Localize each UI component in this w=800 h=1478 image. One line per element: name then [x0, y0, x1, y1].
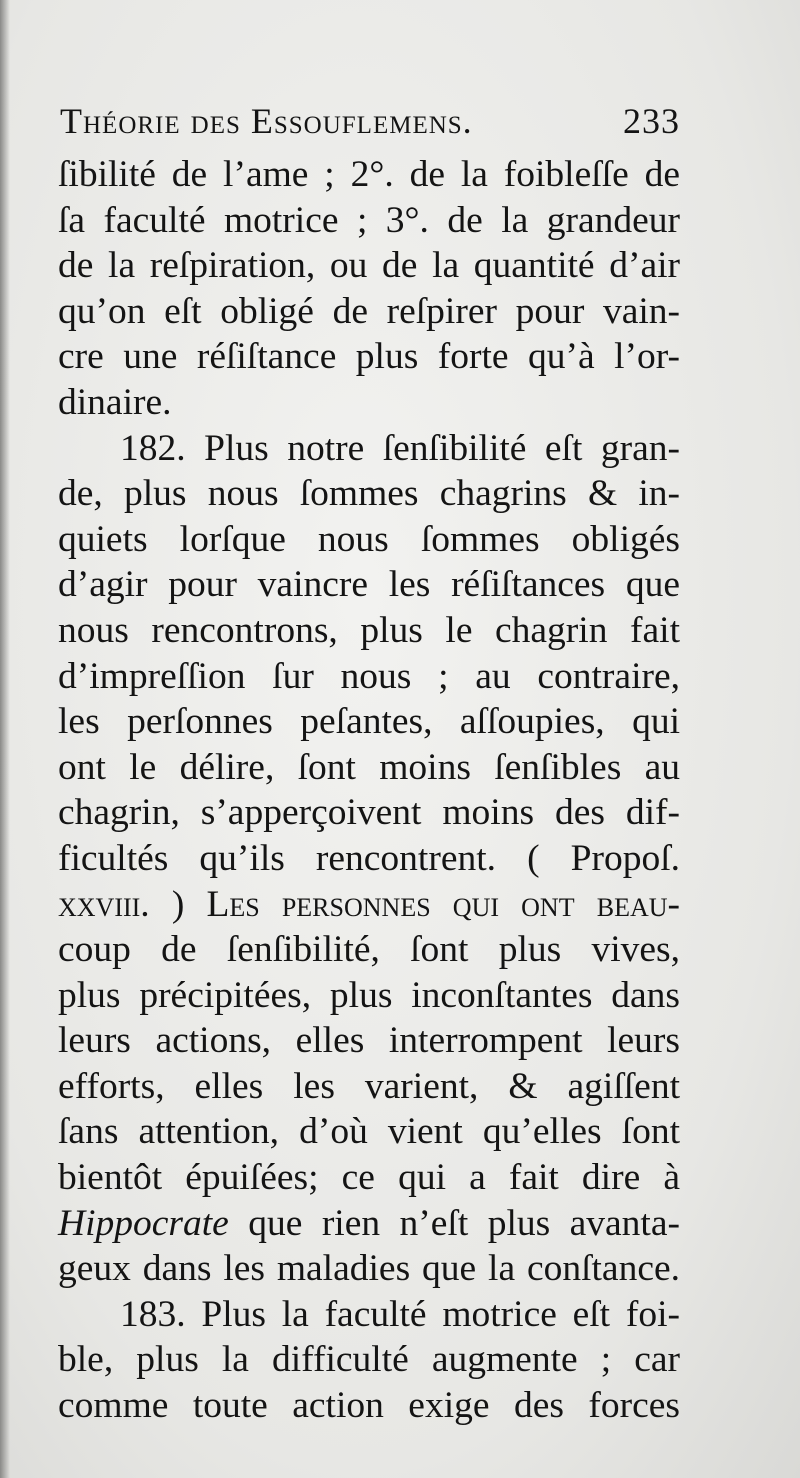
text-line: coup de ſenſibilité, ſont plus vives, — [58, 929, 680, 971]
text-line-hippocrate: Hippocrate que rien n’eſt plus avanta- — [58, 1202, 680, 1244]
running-title: Théorie des Essouflemens. — [60, 101, 473, 141]
text-line: de, plus nous ſommes chagrins & in- — [58, 473, 680, 515]
page-edge-shadow — [0, 0, 10, 1478]
text-line: ſibilité de l’ame ; 2°. de la foibleſſe de — [58, 154, 680, 195]
text-line: dinaire. — [58, 381, 172, 423]
text-line: d’impreſſion ſur nous ; au contraire, — [58, 655, 680, 697]
text-line: nous rencontrons, plus le chagrin fait — [58, 609, 680, 651]
text-line: bientôt épuiſées; ce qui a fait dire à — [58, 1157, 680, 1199]
page-number: 233 — [623, 101, 680, 141]
text-line: ble, plus la difficulté augmente ; car — [58, 1339, 680, 1381]
text-line: qu’on eſt obligé de reſpirer pour vain- — [58, 290, 680, 332]
text-line: quiets lorſque nous ſommes obligés — [58, 518, 680, 560]
page-header — [60, 100, 680, 150]
paragraph-182-start: 182. Plus notre ſenſibilité eſt gran- — [120, 427, 680, 469]
text-line: ſa faculté motrice ; 3°. de la grandeur — [58, 199, 680, 241]
text-line: leurs actions, elles interrompent leurs — [58, 1020, 680, 1062]
text-line: ſans attention, d’où vient qu’elles ſont — [58, 1111, 680, 1153]
text-line: d’agir pour vaincre les réſiſtances que — [58, 564, 680, 606]
text-line: les perſonnes peſantes, aſſoupies, qui — [58, 701, 680, 743]
text-line: ont le délire, ſont moins ſenſibles au — [58, 746, 680, 788]
text-line: geux dans les maladies que la conſtance. — [58, 1248, 680, 1290]
author-name-italic: Hippocrate — [58, 1202, 229, 1244]
text-line: efforts, elles les varient, & agiſſent — [58, 1065, 680, 1107]
paragraph-183-start: 183. Plus la faculté motrice eſt foi- — [120, 1293, 680, 1335]
text-line: cre une réſiſtance plus forte qu’à l’or- — [58, 336, 680, 378]
text-line: de la reſpiration, ou de la quantité d’air — [58, 245, 680, 287]
text-line: chagrin, s’apperçoivent moins des dif- — [58, 792, 680, 834]
text-line: ficultés qu’ils rencontrent. ( Propoſ. — [58, 837, 680, 879]
text-line: xxviii. ) Les perſonnes qui ont beau- — [58, 883, 680, 925]
text-line: comme toute action exige des forces — [58, 1385, 680, 1427]
body-text — [58, 152, 680, 1429]
text-line: plus précipitées, plus inconſtantes dans — [58, 974, 680, 1016]
